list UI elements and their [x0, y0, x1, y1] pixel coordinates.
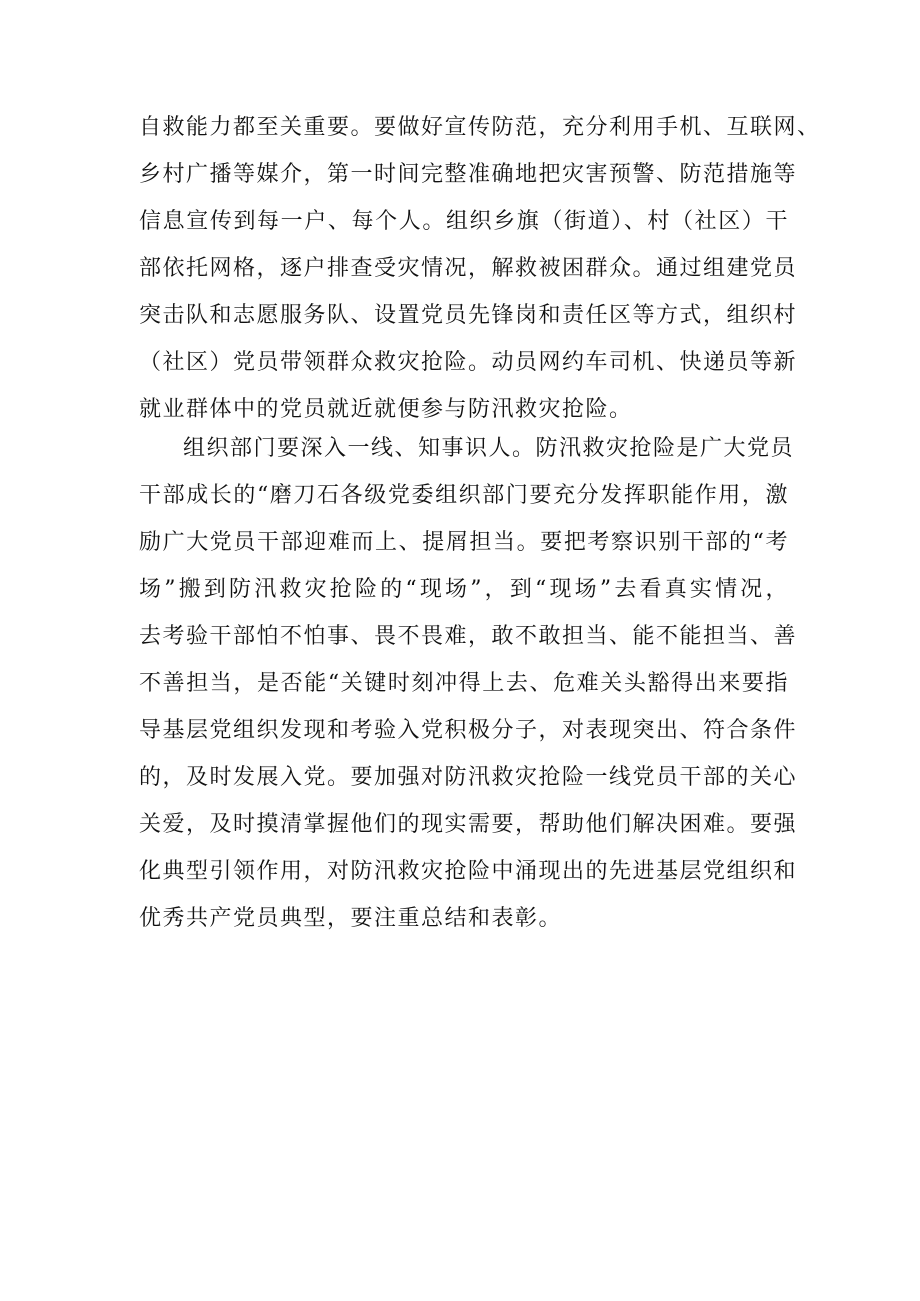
paragraph-line: 不善担当，是否能“关键时刻冲得上去、危难关头豁得出来要指: [139, 671, 789, 696]
paragraph-line: 突击队和志愿服务队、设置党员先锋岗和责任区等方式，组织村: [139, 303, 798, 328]
paragraph-line: 就业群体中的党员就近就便参与防汛救灾抢险。: [139, 397, 633, 422]
paragraph-line: 信息宣传到每一户、每个人。组织乡旗（街道）、村（社区）干: [139, 209, 789, 234]
paragraph-line: （社区）党员带领群众救灾抢险。动员网约车司机、快递员等新: [139, 350, 798, 375]
paragraph-line: 优秀共产党员典型，要注重总结和表彰。: [139, 906, 563, 931]
paragraph-1: [139, 104, 821, 433]
paragraph-line: 励广大党员干部迎难而上、提屑担当。要把考察识别干部的“考: [139, 530, 789, 555]
paragraph-line: 场”搬到防汛救灾抢险的“现场”，到“现场”去看真实情况，: [139, 577, 789, 602]
paragraph-line: 组织部门要深入一线、知事识人。防汛救灾抢险是广大党员: [183, 436, 795, 461]
paragraph-line: 部依托网格，逐户排查受灾情况，解救被困群众。通过组建党员: [139, 256, 798, 281]
paragraph-line: 的，及时发展入党。要加强对防汛救灾抢险一线党员干部的关心: [139, 765, 798, 790]
paragraph-line: 自救能力都至关重要。要做好宣传防范，充分利用手机、互联网、: [139, 115, 821, 140]
paragraph-line: 乡村广播等媒介，第一时间完整准确地把灾害预警、防范措施等: [139, 162, 798, 187]
paragraph-line: 关爱，及时摸清掌握他们的现实需要，帮助他们解决困难。要强: [139, 812, 798, 837]
paragraph-line: 导基层党组织发现和考验入党积极分子，对表现突出、符合条件: [139, 718, 798, 743]
paragraph-line: 化典型引领作用，对防汛救灾抢险中涌现出的先进基层党组织和: [139, 859, 798, 884]
paragraph-line: 去考验干部怕不怕事、畏不畏难，敢不敢担当、能不能担当、善: [139, 624, 798, 649]
paragraph-line: 干部成长的“磨刀石各级党委组织部门要充分发挥职能作用，激: [139, 483, 789, 508]
paragraph-2: [139, 425, 798, 942]
